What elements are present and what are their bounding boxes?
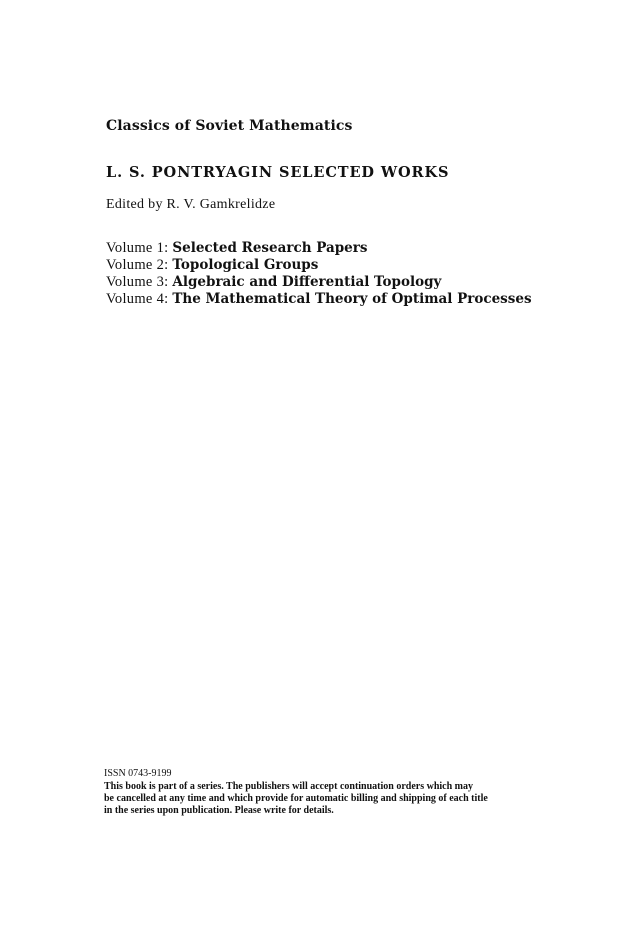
volume-item	[106, 257, 532, 274]
series-note-line: This book is part of a series. The publishers will accept continuation orders which may	[104, 781, 474, 792]
editor-credit: Edited by R. V. Gamkrelidze	[106, 197, 276, 212]
volume-item	[106, 274, 532, 291]
volume-list	[106, 240, 532, 308]
series-note	[104, 781, 544, 817]
volume-item	[106, 240, 532, 257]
volume-name: Selected Research Papers	[172, 240, 368, 256]
volume-label: Volume 1:	[106, 240, 173, 256]
volume-name: Topological Groups	[172, 257, 319, 273]
volume-name: Algebraic and Differential Topology	[172, 274, 442, 290]
volume-label: Volume 4:	[106, 291, 173, 307]
volume-name: The Mathematical Theory of Optimal Processes	[172, 291, 532, 307]
works-title: L. S. PONTRYAGIN SELECTED WORKS	[106, 164, 450, 181]
series-note-line: in the series upon publication. Please write for details.	[104, 805, 334, 816]
series-title: Classics of Soviet Mathematics	[106, 118, 353, 134]
series-note-line: be cancelled at any time and which provide for automatic billing and shipping of each title	[104, 793, 488, 804]
volume-label: Volume 2:	[106, 257, 173, 273]
volume-item	[106, 291, 532, 308]
issn-number: ISSN 0743-9199	[104, 768, 172, 779]
volume-label: Volume 3:	[106, 274, 173, 290]
